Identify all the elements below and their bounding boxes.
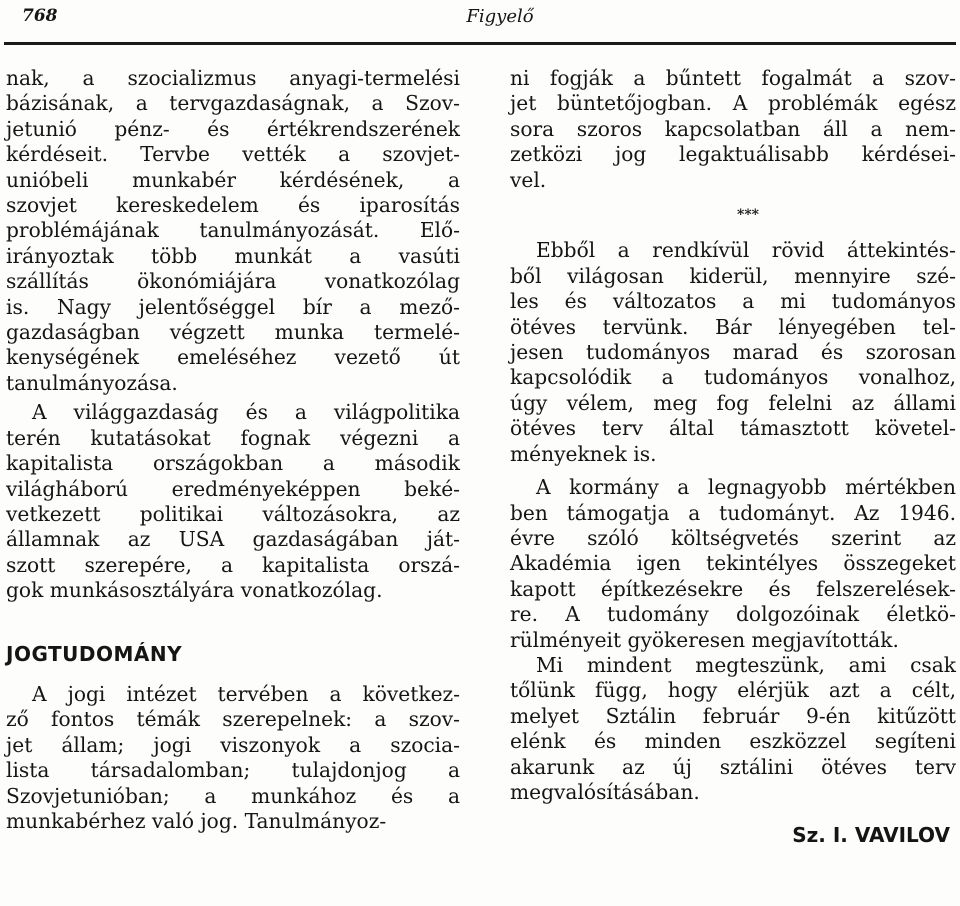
text-line: Mi mindent megteszünk, ami csak bbox=[536, 652, 956, 677]
text-line: irányoztak több munkát a vasúti bbox=[6, 243, 460, 268]
text-line: akarunk az új sztálini ötéves terv bbox=[510, 754, 956, 779]
text-line: gazdaságban végzett munka termelé- bbox=[6, 320, 460, 345]
text-line: A kormány a legnagyobb mértékben bbox=[536, 475, 956, 500]
header-rule bbox=[4, 42, 956, 45]
text-line: jet állam; jogi viszonyok a szocia- bbox=[6, 732, 460, 757]
text-line: jesen tudományos marad és szorosan bbox=[510, 340, 956, 365]
page-header bbox=[0, 0, 960, 34]
paragraph bbox=[6, 400, 460, 603]
text-line: is. Nagy jelentőséggel bír a mező- bbox=[6, 294, 460, 319]
text-line: ményeknek is. bbox=[510, 441, 657, 466]
text-line: szállítás ökonómiájára vonatkozólag bbox=[6, 269, 460, 294]
text-line: problémájának tanulmányozását. Elő- bbox=[6, 218, 460, 243]
section-separator: *** bbox=[737, 207, 759, 224]
text-line: melyet Sztálin február 9-én kitűzött bbox=[510, 703, 956, 728]
text-line: kenységének emeléséhez vezető út bbox=[6, 345, 460, 370]
text-line: Akadémia igen tekintélyes összegeket bbox=[510, 551, 956, 576]
text-line: zetközi jog legaktuálisabb kérdései- bbox=[510, 142, 956, 167]
section-heading: JOGTUDOMÁNY bbox=[6, 641, 183, 666]
text-line: rülményeit gyökeresen megjavították. bbox=[510, 627, 899, 652]
text-line: bázisának, a tervgazdaságnak, a Szov- bbox=[6, 91, 460, 116]
left-column bbox=[6, 66, 460, 834]
text-line: kérdéseit. Tervbe vették a szovjet- bbox=[6, 142, 460, 167]
text-line: gok munkásosztályára vonatkozólag. bbox=[6, 578, 383, 603]
text-line: ző fontos témák szerepelnek: a szov- bbox=[6, 707, 460, 732]
text-line: jetunió pénz- és értékrendszerének bbox=[6, 116, 460, 141]
text-line: tanulmányozása. bbox=[6, 370, 178, 395]
text-line: les és változatos a mi tudományos bbox=[510, 289, 956, 314]
text-line: re. A tudomány dolgozóinak életkö- bbox=[510, 602, 956, 627]
running-title: Figyelő bbox=[466, 6, 534, 27]
paragraph bbox=[6, 682, 460, 834]
text-line: kapcsolódik a tudományos vonalhoz, bbox=[510, 365, 956, 390]
text-line: vetkezett politikai változásokra, az bbox=[6, 501, 460, 526]
text-line: Szovjetunióban; a munkához és a bbox=[6, 783, 460, 808]
text-line: tőlünk függ, hogy elérjük azt a célt, bbox=[510, 678, 956, 703]
text-line: világháború eredményeképpen beké- bbox=[6, 476, 460, 501]
text-line: jet büntetőjogban. A problémák egész bbox=[510, 91, 956, 116]
text-line: A világgazdaság és a világpolitika bbox=[32, 400, 460, 425]
text-line: ni fogják a bűntett fogalmát a szov- bbox=[510, 66, 956, 90]
paragraph bbox=[510, 66, 956, 193]
author-signature: Sz. I. VAVILOV bbox=[792, 823, 950, 848]
text-line: vel. bbox=[510, 167, 547, 192]
text-line: megvalósításában. bbox=[510, 779, 700, 804]
paragraph bbox=[6, 66, 460, 396]
text-line: sora szoros kapcsolatban áll a nem- bbox=[510, 116, 956, 141]
text-line: elénk és minden eszközzel segíteni bbox=[510, 729, 956, 754]
text-line: szovjet kereskedelem és iparosítás bbox=[6, 193, 460, 218]
paragraph bbox=[510, 475, 956, 653]
text-line: unióbeli munkabér kérdésének, a bbox=[6, 167, 460, 192]
text-line: munkabérhez való jog. Tanulmányoz- bbox=[6, 808, 387, 833]
text-line: ben támogatja a tudományt. Az 1946. bbox=[510, 500, 956, 525]
paragraph bbox=[510, 653, 956, 805]
text-line: ötéves tervünk. Bár lényegében tel- bbox=[510, 314, 956, 339]
text-line: évre szóló költségvetés szerint az bbox=[510, 525, 956, 550]
text-line: szott szerepére, a kapitalista orszá- bbox=[6, 552, 460, 577]
page-number: 768 bbox=[22, 6, 58, 26]
right-column bbox=[510, 66, 956, 849]
text-line: úgy vélem, meg fog felelni az állami bbox=[510, 390, 956, 415]
text-line: A jogi intézet tervében a következ- bbox=[32, 681, 460, 706]
text-line: államnak az USA gazdaságában ját- bbox=[6, 527, 460, 552]
text-line: nak, a szocializmus anyagi-termelési bbox=[6, 66, 460, 90]
paragraph bbox=[510, 238, 956, 467]
text-line: lista társadalomban; tulajdonjog a bbox=[6, 758, 460, 783]
text-line: terén kutatásokat fognak végezni a bbox=[6, 425, 460, 450]
text-line: kapitalista országokban a második bbox=[6, 451, 460, 476]
text-line: ötéves terv által támasztott követel- bbox=[510, 416, 956, 441]
text-line: ből világosan kiderül, mennyire szé- bbox=[510, 263, 956, 288]
text-line: Ebből a rendkívül rövid áttekintés- bbox=[536, 238, 956, 263]
text-line: kapott építkezésekre és felszerelések- bbox=[510, 576, 956, 601]
